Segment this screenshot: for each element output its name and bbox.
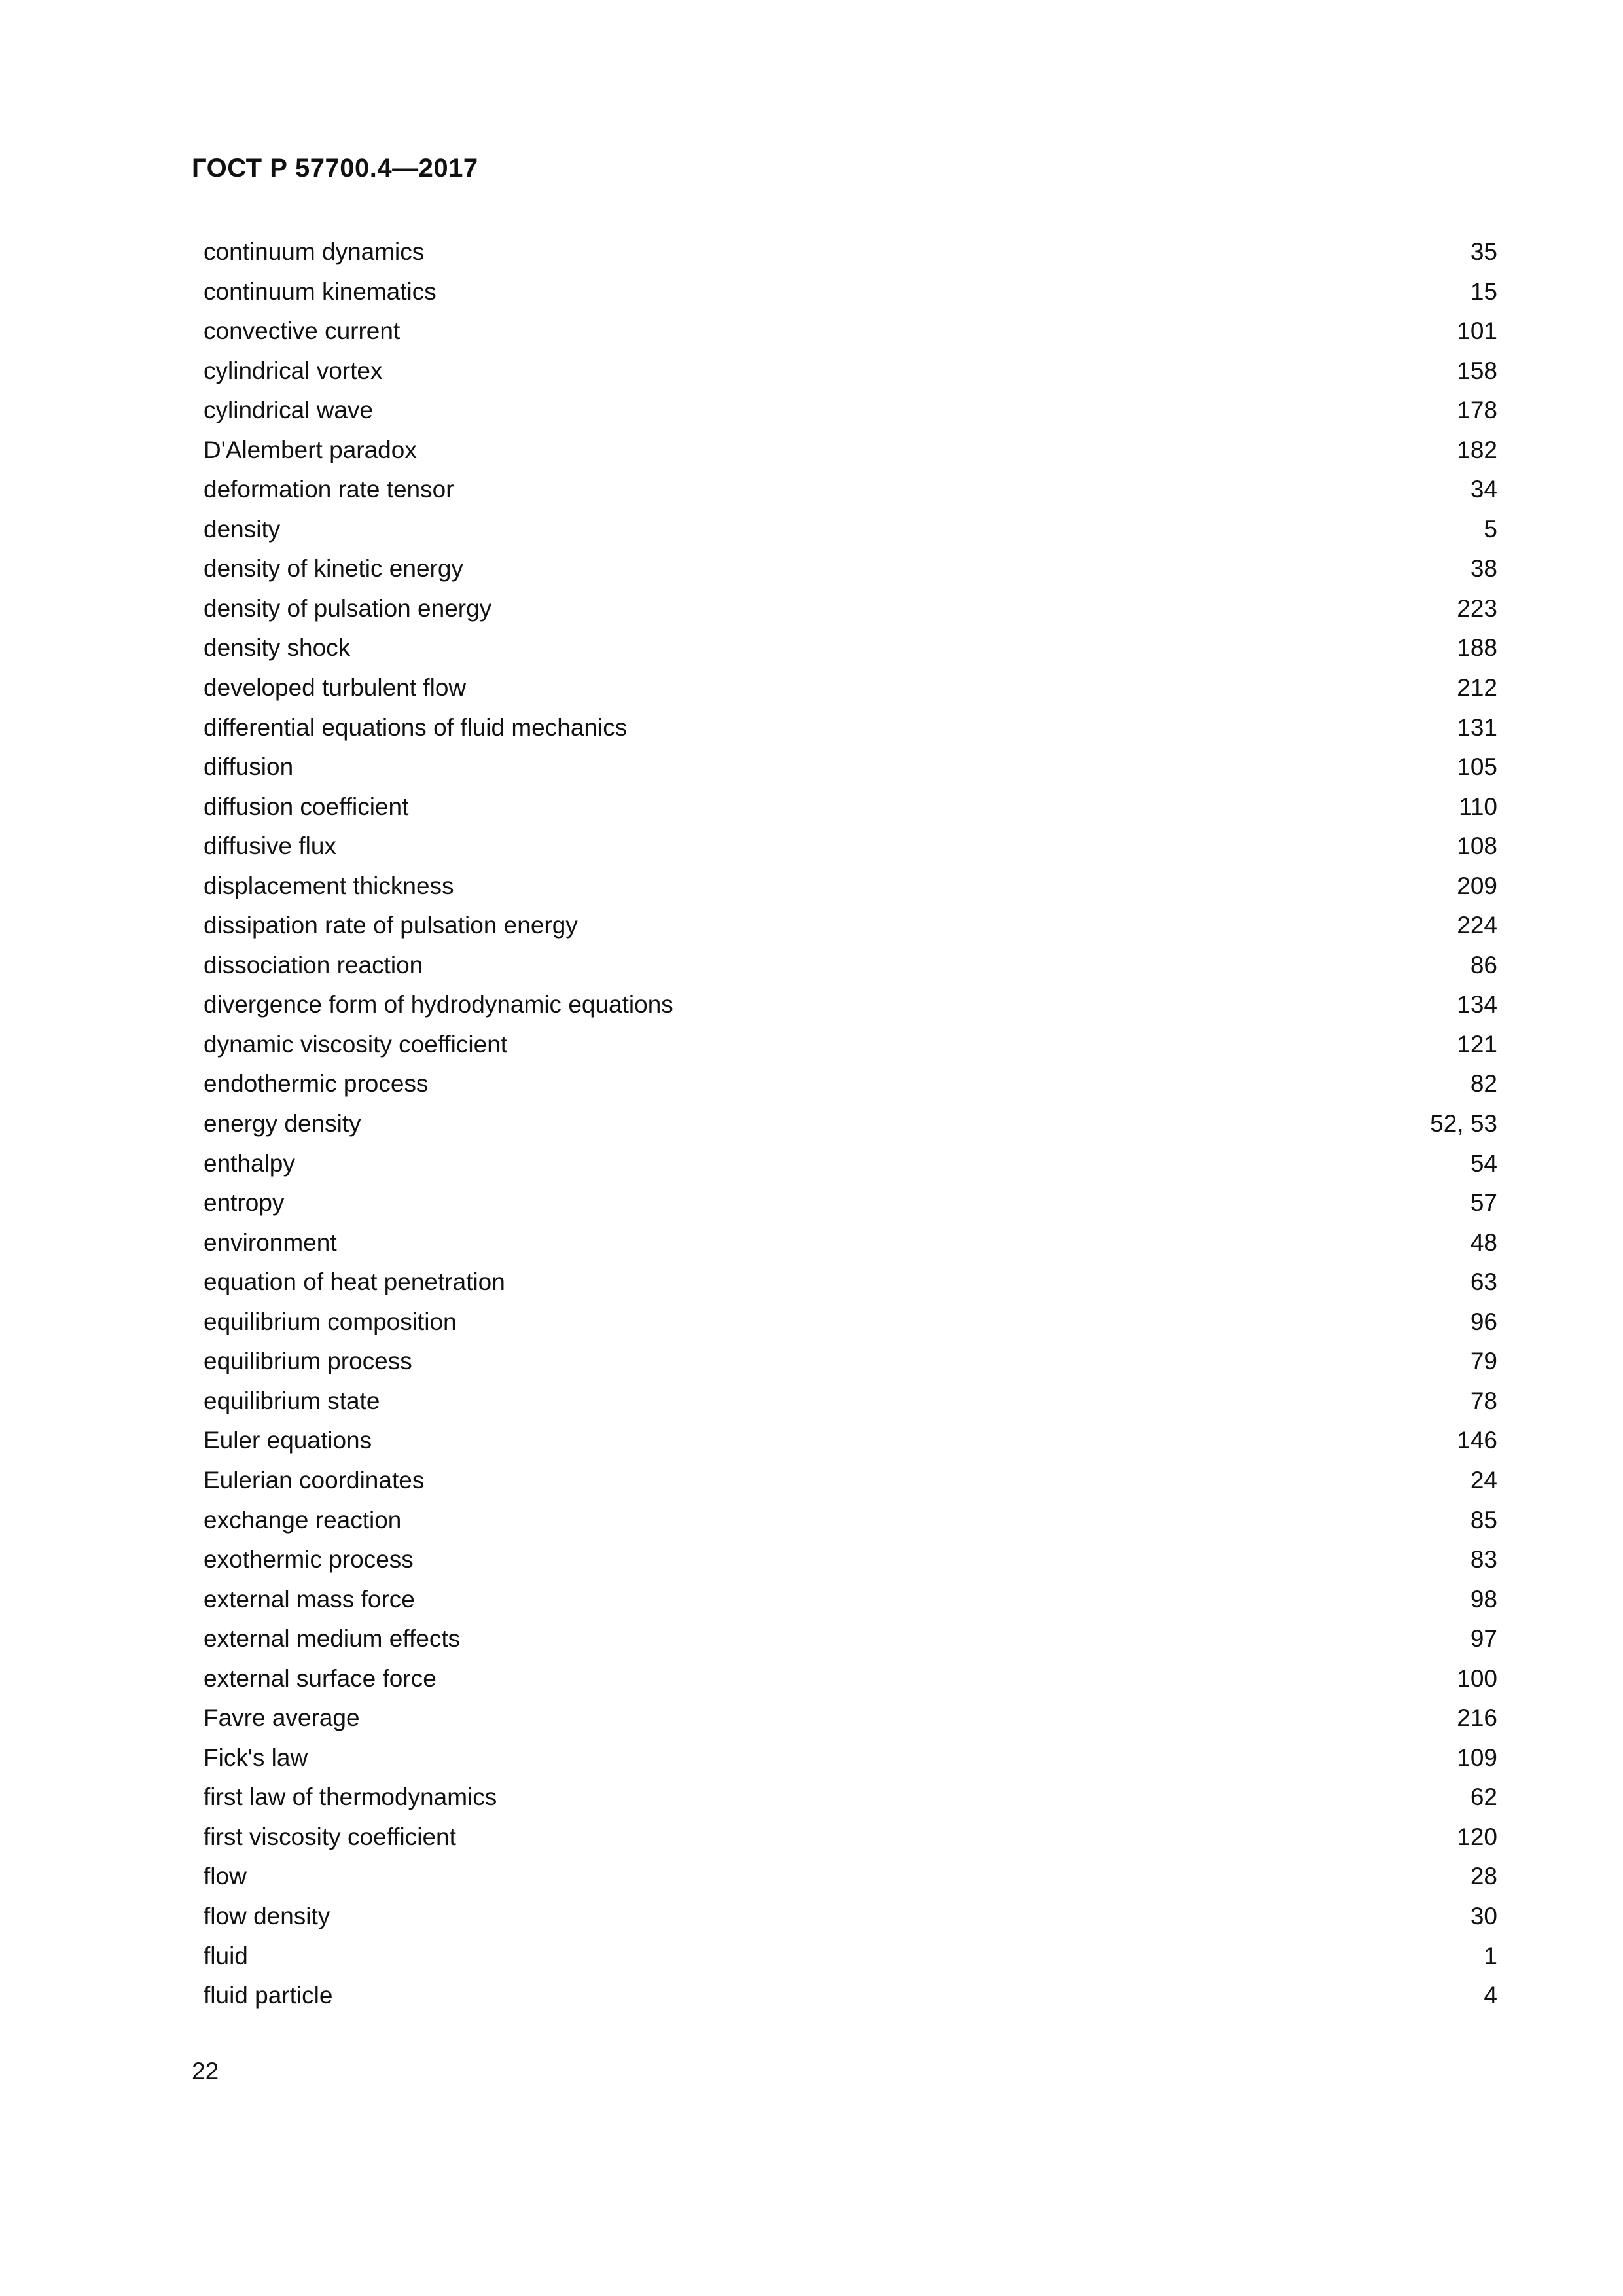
index-reference-number: 131 [1457,713,1497,741]
index-reference-number: 57 [1470,1189,1497,1217]
index-term: continuum kinematics [204,278,437,305]
index-term: equilibrium composition [204,1308,457,1335]
index-term: density of pulsation energy [204,594,492,622]
index-term: cylindrical wave [204,397,374,424]
index-reference-number: 110 [1459,793,1497,820]
index-term: exothermic process [204,1546,414,1573]
index-term: enthalpy [204,1149,295,1177]
index-reference-number: 86 [1470,951,1497,978]
index-reference-number: 83 [1470,1546,1497,1573]
index-entry [204,1623,1497,1662]
index-reference-number: 121 [1457,1030,1497,1058]
index-entry [204,1266,1497,1306]
index-reference-number: 15 [1470,278,1497,305]
index-reference-number: 120 [1457,1823,1497,1850]
index-term: D'Alembert paradox [204,436,417,463]
index-reference-number: 212 [1457,674,1497,702]
index-term: developed turbulent flow [204,674,467,702]
index-term: equilibrium state [204,1387,380,1414]
index-reference-number: 24 [1470,1466,1497,1494]
index-reference-number: 52, 53 [1430,1110,1497,1138]
index-entry [204,1227,1497,1266]
index-term: external surface force [204,1664,437,1692]
index-reference-number: 4 [1484,1982,1497,2009]
index-reference-number: 100 [1457,1664,1497,1692]
index-entry [204,1860,1497,1900]
index-reference-number: 1 [1484,1942,1497,1969]
index-reference-number: 97 [1470,1625,1497,1653]
index-term: Eulerian coordinates [204,1466,425,1494]
index-reference-number: 98 [1470,1585,1497,1613]
index-reference-number: 178 [1457,397,1497,424]
index-term: equation of heat penetration [204,1268,505,1296]
index-entry [204,1028,1497,1068]
index-term: flow density [204,1902,330,1929]
index-entry [204,1742,1497,1782]
index-term: density shock [204,634,351,662]
index-reference-number: 28 [1470,1863,1497,1890]
index-term: deformation rate tensor [204,476,454,503]
index-reference-number: 216 [1457,1704,1497,1732]
index-reference-number: 63 [1470,1268,1497,1296]
index-term: Fick's law [204,1744,308,1771]
document-header: ГОСТ Р 57700.4—2017 [192,154,478,183]
index-reference-number: 158 [1457,357,1497,384]
index-reference-number: 35 [1470,238,1497,265]
index-entry [204,1187,1497,1227]
index-entry [204,552,1497,592]
index-entry [204,592,1497,632]
index-entry [204,315,1497,355]
index-term: diffusive flux [204,833,336,860]
index-entry [204,1345,1497,1385]
index-reference-number: 48 [1470,1229,1497,1256]
index-term: differential equations of fluid mechanics [204,713,628,741]
index-entry [204,1464,1497,1504]
index-entry [204,434,1497,474]
index-entry [204,1821,1497,1861]
index-term: exchange reaction [204,1506,402,1534]
page-number: 22 [192,2058,219,2085]
index-term: Euler equations [204,1427,372,1454]
index-term: diffusion [204,753,294,781]
index-reference-number: 30 [1470,1902,1497,1929]
index-entry [204,1781,1497,1821]
index-term: density of kinetic energy [204,555,463,583]
index-term: external medium effects [204,1625,461,1653]
index-reference-number: 223 [1457,594,1497,622]
index-entry [204,1147,1497,1187]
index-reference-number: 78 [1470,1387,1497,1414]
index-term: fluid particle [204,1982,333,2009]
index-reference-number: 146 [1457,1427,1497,1454]
index-reference-number: 5 [1484,515,1497,543]
index-reference-number: 79 [1470,1348,1497,1375]
index-entry [204,1940,1497,1980]
index-entry [204,830,1497,870]
index-entry [204,870,1497,910]
index-entry [204,1900,1497,1940]
index-reference-number: 54 [1470,1149,1497,1177]
index-reference-number: 109 [1457,1744,1497,1771]
index-term: environment [204,1229,337,1256]
index-entry [204,672,1497,711]
index-entry [204,473,1497,513]
index-entry [204,791,1497,831]
index-entry [204,1504,1497,1544]
alphabetical-index [204,236,1497,2019]
index-entry [204,909,1497,949]
index-entry [204,1067,1497,1107]
index-term: diffusion coefficient [204,793,409,820]
index-term: cylindrical vortex [204,357,383,384]
index-term: energy density [204,1110,361,1138]
index-reference-number: 96 [1470,1308,1497,1335]
index-entry [204,988,1497,1028]
index-term: displacement thickness [204,872,454,899]
index-reference-number: 182 [1457,436,1497,463]
index-term: dynamic viscosity coefficient [204,1030,508,1058]
index-term: dissociation reaction [204,951,423,978]
index-reference-number: 108 [1457,833,1497,860]
index-entry [204,276,1497,315]
index-entry [204,1583,1497,1623]
index-reference-number: 105 [1457,753,1497,781]
index-term: continuum dynamics [204,238,425,265]
index-entry [204,1543,1497,1583]
index-reference-number: 134 [1457,991,1497,1018]
index-term: entropy [204,1189,285,1217]
index-term: external mass force [204,1585,415,1613]
index-entry [204,632,1497,672]
index-entry [204,513,1497,553]
index-term: density [204,515,281,543]
index-reference-number: 38 [1470,555,1497,583]
index-entry [204,711,1497,751]
index-reference-number: 224 [1457,912,1497,939]
index-term: first law of thermodynamics [204,1784,497,1811]
index-term: dissipation rate of pulsation energy [204,912,578,939]
index-reference-number: 188 [1457,634,1497,662]
index-entry [204,1424,1497,1464]
index-term: divergence form of hydrodynamic equations [204,991,673,1018]
index-reference-number: 62 [1470,1784,1497,1811]
index-reference-number: 209 [1457,872,1497,899]
index-entry [204,1662,1497,1702]
index-entry [204,751,1497,791]
index-entry [204,355,1497,395]
index-reference-number: 82 [1470,1070,1497,1098]
index-entry [204,1385,1497,1425]
index-reference-number: 34 [1470,476,1497,503]
index-entry [204,949,1497,989]
index-reference-number: 85 [1470,1506,1497,1534]
index-term: flow [204,1863,247,1890]
index-term: fluid [204,1942,248,1969]
index-entry [204,1107,1497,1147]
index-entry [204,394,1497,434]
index-term: equilibrium process [204,1348,412,1375]
index-entry [204,236,1497,276]
index-reference-number: 101 [1457,317,1497,345]
index-term: endothermic process [204,1070,429,1098]
index-entry [204,1306,1497,1346]
index-term: Favre average [204,1704,360,1732]
index-term: convective current [204,317,401,345]
index-term: first viscosity coefficient [204,1823,456,1850]
index-entry [204,1702,1497,1742]
index-entry [204,1979,1497,2019]
